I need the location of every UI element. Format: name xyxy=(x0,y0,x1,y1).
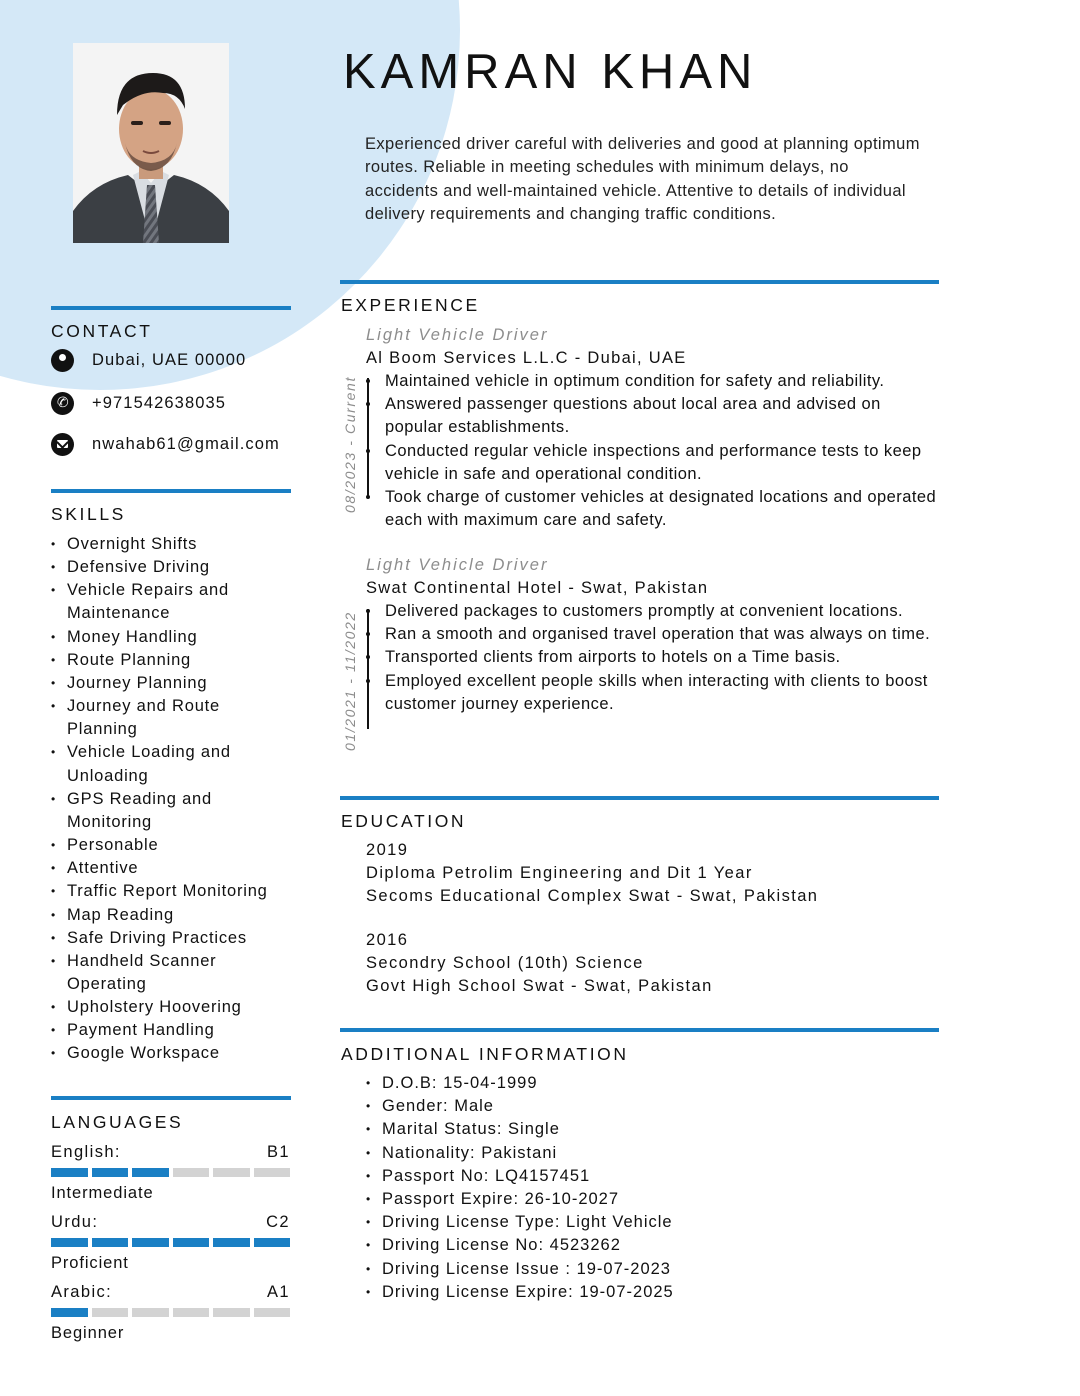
list-item: • Google Workspace xyxy=(51,1042,291,1065)
job-entry xyxy=(366,554,941,716)
list-item: • Upholstery Hoovering xyxy=(51,996,291,1019)
job-company: Al Boom Services L.L.C - Dubai, UAE xyxy=(366,349,687,367)
list-item: • Attentive xyxy=(51,857,291,880)
contact-email xyxy=(51,433,280,456)
education-degree: Secondry School (10th) Science xyxy=(366,954,644,973)
education-year: 2016 xyxy=(366,931,409,949)
list-item: • Vehicle Repairs and Maintenance xyxy=(51,579,291,625)
proficiency-segment xyxy=(51,1308,88,1317)
languages-divider xyxy=(51,1096,291,1100)
list-item: • Map Reading xyxy=(51,904,291,927)
job-bullets xyxy=(366,600,941,716)
person-portrait-icon xyxy=(73,43,229,243)
language-code: C2 xyxy=(266,1213,290,1231)
email-text: nwahab61@gmail.com xyxy=(92,435,280,453)
proficiency-bar xyxy=(51,1168,290,1177)
proficiency-segment xyxy=(213,1168,250,1177)
list-item: • Driving License Expire: 19-07-2025 xyxy=(366,1281,674,1304)
experience-divider xyxy=(340,280,939,284)
proficiency-segment xyxy=(254,1238,291,1247)
additional-info-list xyxy=(366,1072,674,1304)
proficiency-bar xyxy=(51,1308,290,1317)
job-role: Light Vehicle Driver xyxy=(366,326,549,344)
proficiency-segment xyxy=(173,1168,210,1177)
skills-heading: SKILLS xyxy=(51,504,126,524)
proficiency-segment xyxy=(132,1238,169,1247)
list-item: • Safe Driving Practices xyxy=(51,927,291,950)
list-item: • Driving License Type: Light Vehicle xyxy=(366,1211,674,1234)
candidate-name: KAMRAN KHAN xyxy=(343,45,758,99)
education-school: Secoms Educational Complex Swat - Swat, Pakistan xyxy=(366,887,819,906)
list-item: • Money Handling xyxy=(51,626,291,649)
proficiency-segment xyxy=(173,1308,210,1317)
profile-summary: Experienced driver careful with deliveries and good at planning optimum routes. Reliable in meeting schedules with minimum delays, no accidents and well-maintained vehicle. Attentive to details of individual delivery requirements and changing traffic conditions. xyxy=(365,135,920,223)
education-divider xyxy=(340,796,939,800)
phone-text: +971542638035 xyxy=(92,394,227,412)
list-item: Delivered packages to customers promptly at convenient locations. xyxy=(366,600,941,623)
job-dates: 08/2023 - Current xyxy=(342,376,358,513)
job-entry xyxy=(366,324,941,532)
list-item: • Journey and Route Planning xyxy=(51,695,291,741)
language-english xyxy=(51,1143,290,1203)
list-item: • Driving License Issue : 19-07-2023 xyxy=(366,1258,674,1281)
proficiency-segment xyxy=(173,1238,210,1247)
list-item: • Personable xyxy=(51,834,291,857)
list-item: Maintained vehicle in optimum condition for safety and reliability. xyxy=(366,370,941,393)
proficiency-segment xyxy=(254,1168,291,1177)
proficiency-segment xyxy=(132,1308,169,1317)
list-item: • GPS Reading and Monitoring xyxy=(51,788,291,834)
education-heading: EDUCATION xyxy=(341,811,467,831)
language-urdu xyxy=(51,1213,290,1273)
skills-list xyxy=(51,533,291,1066)
contact-phone xyxy=(51,392,226,415)
education-school: Govt High School Swat - Swat, Pakistan xyxy=(366,977,713,996)
education-degree: Diploma Petrolim Engineering and Dit 1 Year xyxy=(366,864,753,883)
job-bullets xyxy=(366,370,941,532)
list-item: • Gender: Male xyxy=(366,1095,674,1118)
language-name: Arabic: xyxy=(51,1283,113,1301)
experience-heading: EXPERIENCE xyxy=(341,295,480,315)
list-item: • Vehicle Loading and Unloading xyxy=(51,741,291,787)
list-item: Conducted regular vehicle inspections and performance tests to keep vehicle in safe and operational condition. xyxy=(366,440,941,486)
language-code: A1 xyxy=(267,1283,290,1301)
list-item: • Driving License No: 4523262 xyxy=(366,1234,674,1257)
language-arabic xyxy=(51,1283,290,1343)
language-level: Proficient xyxy=(51,1254,129,1272)
proficiency-segment xyxy=(51,1238,88,1247)
list-item: Answered passenger questions about local area and advised on popular establishments. xyxy=(366,393,941,439)
education-entry xyxy=(366,839,818,909)
email-icon xyxy=(51,433,74,456)
languages-heading: LANGUAGES xyxy=(51,1112,184,1132)
list-item: • Route Planning xyxy=(51,649,291,672)
skills-divider xyxy=(51,489,291,493)
proficiency-segment xyxy=(213,1238,250,1247)
list-item: • Marital Status: Single xyxy=(366,1118,674,1141)
list-item: • Defensive Driving xyxy=(51,556,291,579)
address-text: Dubai, UAE 00000 xyxy=(92,351,247,369)
contact-address xyxy=(51,349,246,372)
job-company: Swat Continental Hotel - Swat, Pakistan xyxy=(366,579,709,597)
proficiency-segment xyxy=(92,1168,129,1177)
list-item: Ran a smooth and organised travel operation that was always on time. xyxy=(366,623,941,646)
proficiency-segment xyxy=(132,1168,169,1177)
language-level: Intermediate xyxy=(51,1184,154,1202)
list-item: • Passport No: LQ4157451 xyxy=(366,1165,674,1188)
list-item: • Handheld Scanner Operating xyxy=(51,950,291,996)
language-level: Beginner xyxy=(51,1324,125,1342)
list-item: • Passport Expire: 26-10-2027 xyxy=(366,1188,674,1211)
list-item: • Journey Planning xyxy=(51,672,291,695)
location-pin-icon xyxy=(51,349,74,372)
language-name: English: xyxy=(51,1143,121,1161)
language-code: B1 xyxy=(267,1143,290,1161)
education-entry xyxy=(366,929,713,999)
list-item: • Traffic Report Monitoring xyxy=(51,880,291,903)
list-item: • D.O.B: 15-04-1999 xyxy=(366,1072,674,1095)
proficiency-segment xyxy=(213,1308,250,1317)
language-name: Urdu: xyxy=(51,1213,99,1231)
list-item: Transported clients from airports to hotels on a Time basis. xyxy=(366,646,941,669)
contact-divider xyxy=(51,306,291,310)
list-item: • Overnight Shifts xyxy=(51,533,291,556)
job-dates: 01/2021 - 11/2022 xyxy=(342,611,358,751)
contact-heading: CONTACT xyxy=(51,321,153,341)
proficiency-segment xyxy=(92,1238,129,1247)
list-item: • Payment Handling xyxy=(51,1019,291,1042)
additional-heading: ADDITIONAL INFORMATION xyxy=(341,1044,629,1064)
proficiency-segment xyxy=(254,1308,291,1317)
job-role: Light Vehicle Driver xyxy=(366,556,549,574)
phone-icon xyxy=(51,392,74,415)
additional-divider xyxy=(340,1028,939,1032)
list-item: Took charge of customer vehicles at designated locations and operated each with maximum care and safety. xyxy=(366,486,941,532)
proficiency-segment xyxy=(92,1308,129,1317)
list-item: Employed excellent people skills when interacting with clients to boost customer journey experience. xyxy=(366,670,941,716)
proficiency-segment xyxy=(51,1168,88,1177)
education-year: 2019 xyxy=(366,841,409,859)
profile-photo xyxy=(73,43,229,243)
list-item: • Nationality: Pakistani xyxy=(366,1142,674,1165)
proficiency-bar xyxy=(51,1238,290,1247)
